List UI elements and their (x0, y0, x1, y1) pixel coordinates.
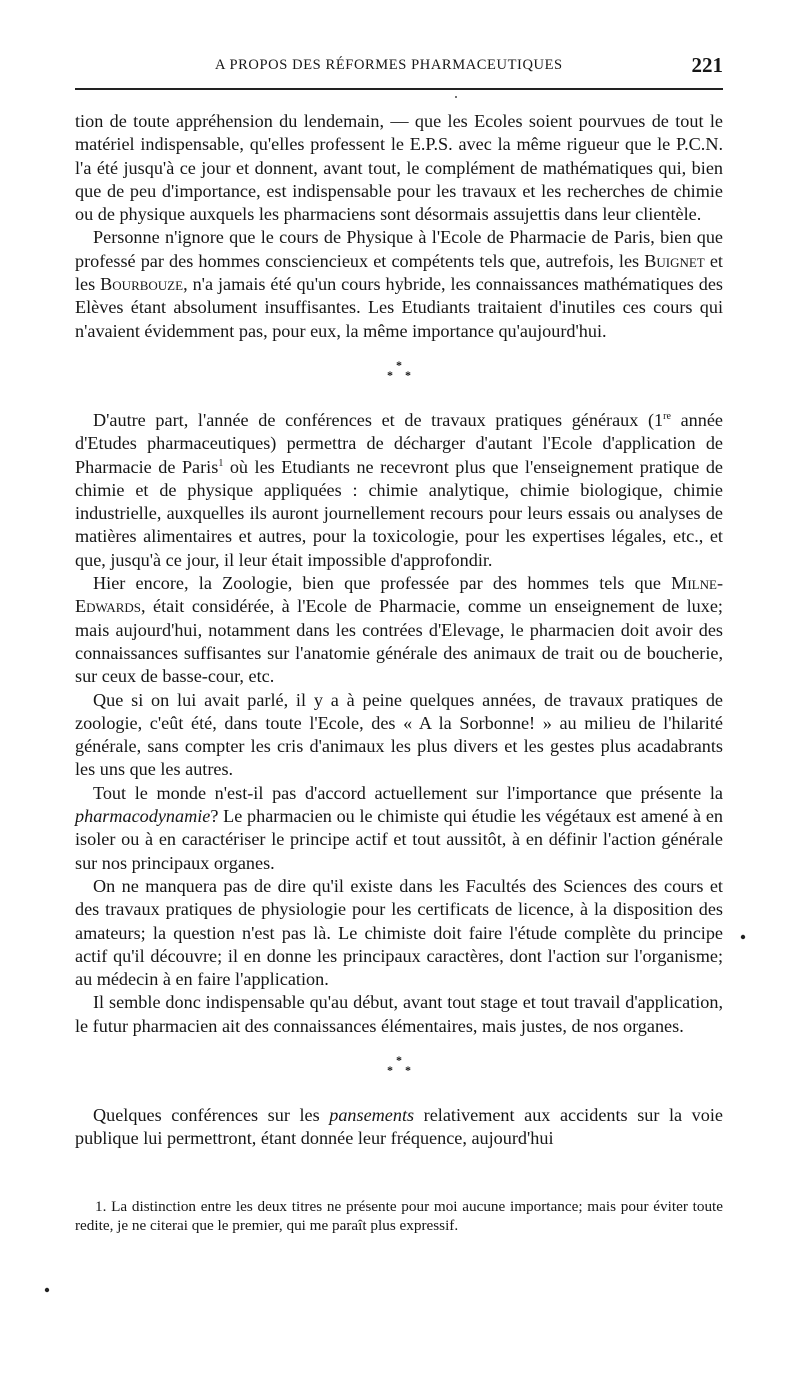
name-milne-edwards: Milne-Edwards (75, 573, 723, 617)
paragraph-3-text-b: année d'Etudes pharmaceutiques) permettra de décharger d'autant l'Ecole d'application de Pharmacie de Paris (75, 409, 723, 477)
paragraph-6-text-a: Tout le monde n'est-il pas d'accord actuellement sur l'importance que présente la (93, 782, 723, 803)
paragraph-6-text-b: ? Le pharmacien ou le chimiste qui étudie les végétaux est amené à en isoler ou à en caractériser le principe actif et tout aussitôt, à en définir l'action générale sur nos principaux organes. (75, 806, 723, 873)
separator-star: * (396, 357, 402, 372)
footnote-ref: 1 (218, 457, 224, 469)
paragraph-4-text-a: Hier encore, la Zoologie, bien que professée par des hommes tels que (93, 573, 672, 594)
running-title: A PROPOS DES RÉFORMES PHARMACEUTIQUES (215, 57, 563, 73)
name-bourbouze: Bourbouze (100, 274, 184, 295)
paragraph-5: Que si on lui avait parlé, il y a à peine quelques années, de travaux pratiques de zoologie, c'eût été, dans toute l'Ecole, des « A la Sorbonne! » au milieu de l'hilarité générale, sans compter les cris d'animaux les plus divers et les gestes plus acadabrants les uns que les autres. (75, 689, 723, 780)
separator-star: * (387, 1062, 393, 1077)
paragraph-9-text-b: relativement aux accidents sur la voie publique lui permettront, étant donnée leur fréquence, aujourd'hui (75, 1104, 723, 1149)
term-pharmacodynamie: pharmacodynamie (75, 806, 211, 827)
paragraph-7: On ne manquera pas de dire qu'il existe dans les Facultés des Sciences des cours et des travaux pratiques de physiologie pour les certificats de licence, à la disposition des amateurs; la question n'est pas là. Le chimiste doit faire l'étude complète du principe actif qu'il découvre; il en donne les principaux caractères, dont l'action sur l'organisme; au médecin à en faire l'application. (75, 875, 723, 990)
paragraph-8: Il semble donc indispensable qu'au début, avant tout stage et tout travail d'application, le futur pharmacien ait des connaissances élémentaires, mais justes, de nos organes. (75, 992, 723, 1036)
separator-star: * (387, 367, 393, 382)
ordinal-superscript: re (663, 410, 671, 422)
paragraph-3-text-c: où les Etudiants ne recevront plus que l'enseignement pratique de chimie et de physique appliquées : chimie analytique, chimie biologique, chimie industrielle, auxquelles ils auront journellement recours pour leurs essais ou analyses de matières alimentaires et autres, pour la toxicologie, pour les expertises légales, etc., et que, jusqu'à ce jour, il leur était impossible d'approfondir. (75, 456, 724, 570)
separator-star: * (396, 1052, 402, 1067)
paragraph-4-text-b: , était considérée, à l'Ecole de Pharmacie, comme un enseignement de luxe; mais aujourd'hui, notamment dans les contrées d'Elevage, le pharmacien doit avoir des connaissances suffisantes sur l'anatomie générale des animaux de trait ou de boucherie, sur ceux de basse-cour, etc. (75, 596, 723, 687)
term-pansements: pansements (329, 1104, 415, 1125)
ink-speck (455, 96, 457, 98)
paragraph-2-text-b: et les (75, 250, 723, 295)
paragraph-3-text-a: D'autre part, l'année de conférences et de travaux pratiques généraux (1 (93, 409, 664, 430)
paragraph-9-text-a: Quelques conférences sur les (93, 1104, 330, 1125)
paragraph-1: tion de toute appréhension du lendemain, — que les Ecoles soient pourvues de tout le matériel indispensable, qu'elles professent le E.P.S. avec la même rigueur que le P.C.N. l'a été jusqu'à ce jour et donnent, avant tout, le complément de mathématiques qui, bien que de peu d'importance, est indispensable pour les travaux et les recherches de chimie ou de physique auxquels les pharmaciens sont désormais assujettis dans leur clientèle. (75, 111, 723, 225)
name-buignet: Buignet (644, 250, 705, 271)
page-number: 221 (691, 53, 723, 77)
separator-star: * (405, 1062, 411, 1077)
paragraph-2-text-a: Personne n'ignore que le cours de Physique à l'Ecole de Pharmacie de Paris, bien que professé par des hommes consciencieux et compétents tels que, autrefois, les (75, 227, 723, 271)
ink-speck (741, 935, 745, 939)
ink-speck (45, 1288, 49, 1292)
footnote-1: 1. La distinction entre les deux titres ne présente pour moi aucune importance; mais pour éviter toute redite, je ne citerai que le premier, qui me paraît plus expressif. (75, 1198, 723, 1235)
separator-star: * (405, 367, 411, 382)
paragraph-2-text-c: , n'a jamais été qu'un cours hybride, les connaissances mathématiques des Elèves étant absolument insuffisantes. Les Etudiants traitaient d'inutiles ces cours qui n'avaient évidemment pas, pour eux, la même importance qu'aujourd'hui. (75, 274, 723, 341)
